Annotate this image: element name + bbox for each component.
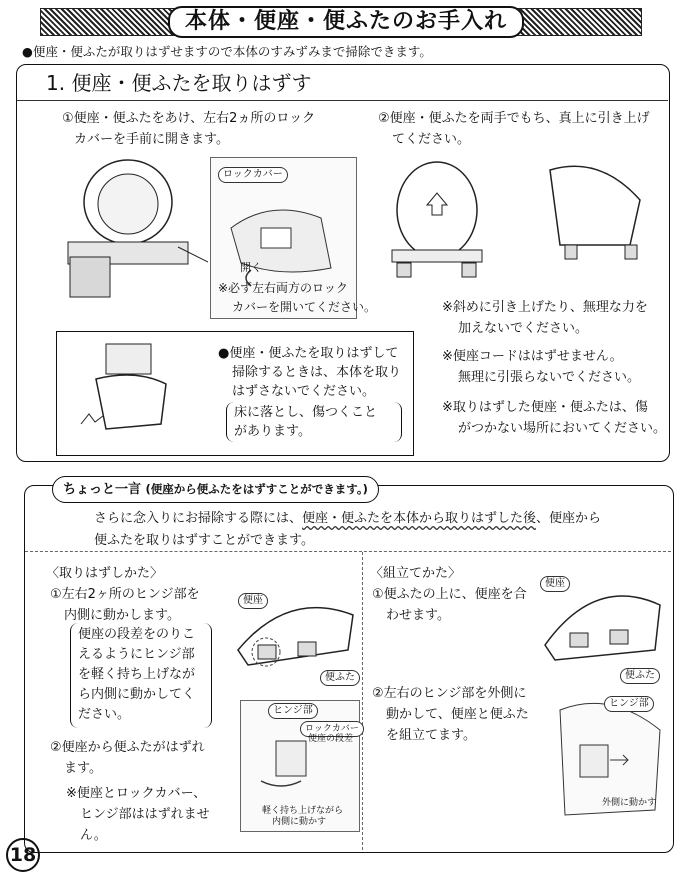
hint-desc-underlined: 便座・便ふたを本体から取りはずした後: [302, 511, 537, 526]
remove-bracket-line2: えるようにヒンジ部: [78, 647, 195, 662]
remove-step1-line1: ①左右2ヶ所のヒンジ部を: [50, 587, 200, 602]
remove-lid-label: 便ふた: [320, 670, 360, 686]
remove-note-line3: ん。: [80, 828, 107, 843]
remove-hinge-label: ヒンジ部: [268, 703, 318, 719]
step2-line1: ②便座・便ふたを両手でもち、真上に引き上げ: [378, 111, 650, 126]
remove-caption-line2: 内側に動かす: [272, 817, 327, 827]
note3-line1: ※取りはずした便座・便ふたは、傷: [442, 400, 648, 415]
remove-seat-label: 便座: [238, 593, 268, 609]
section2-divider: [25, 551, 671, 552]
note2-line1: ※便座コードははずせません。: [442, 349, 623, 364]
note3-line2: がつかない場所においてください。: [458, 421, 667, 436]
page-title: 本体・便座・便ふたのお手入れ: [168, 6, 524, 38]
section1-title: 1. 便座・便ふたを取りはずす: [46, 71, 312, 95]
cleaning-note-line3: はずさないでください。: [232, 384, 376, 399]
note1-line2: 加えないでください。: [458, 321, 589, 336]
header-hatch-left: [40, 8, 182, 36]
remove-bracket-line5: ださい。: [78, 707, 131, 722]
remove-note-line1: ※便座とロックカバー、: [66, 786, 207, 801]
note2-line2: 無理に引張らないでください。: [458, 370, 641, 385]
floor-warning-line2: があります。: [234, 424, 311, 439]
page-header: [40, 6, 642, 36]
toilet-drop-illustration: [66, 339, 196, 447]
floor-warning-line1: 床に落とし、傷つくこと: [234, 405, 378, 420]
remove-bracket-line3: を軽く持ち上げなが: [78, 667, 196, 682]
lock-note-line1: ※必ず左右両方のロック: [218, 281, 348, 295]
hint-badge: [52, 476, 379, 503]
assemble-lid-label: 便ふた: [620, 668, 660, 684]
assemble-heading: 〈組立てかた〉: [370, 566, 462, 581]
lock-note-line2: カバーを開いてください。: [232, 300, 377, 314]
assemble-step2-line2: 動かして、便座と便ふた: [386, 707, 529, 722]
cleaning-note-line2: 掃除するときは、本体を取り: [232, 365, 402, 380]
hint-desc-line1: [94, 508, 601, 529]
page-number: 18: [6, 838, 40, 872]
hint-badge-title: ちょっと一言: [63, 482, 142, 497]
assemble-hinge-label: ヒンジ部: [604, 696, 654, 712]
lift-seat-illustration: [372, 155, 502, 285]
remove-step2-line2: ます。: [64, 761, 102, 776]
remove-step2-line1: ②便座から便ふたがはずれ: [50, 740, 205, 755]
hint-badge-subtitle: (便座から便ふたをはずすことができます。): [145, 482, 368, 496]
lift-seat-side-illustration: [530, 160, 660, 285]
remove-lockcover-label: ロックカバー: [300, 721, 364, 737]
assemble-step2-line1: ②左右のヒンジ部を外側に: [372, 686, 527, 701]
assemble-step2-line3: を組立てます。: [386, 728, 476, 743]
assemble-step1-line1: ①便ふたの上に、便座を合: [372, 587, 527, 602]
section2-column-divider: [362, 552, 363, 850]
hint-desc-line2: 便ふたを取りはずすことができます。: [94, 533, 314, 548]
remove-heading: 〈取りはずしかた〉: [46, 566, 164, 581]
step1-line1: ①便座・便ふたをあけ、左右2ヵ所のロック: [62, 111, 316, 126]
remove-bracket-line1: 便座の段差をのりこ: [78, 627, 196, 642]
remove-bracket-line4: ら内側に動かしてく: [78, 687, 196, 702]
open-label: 開く: [240, 261, 262, 274]
assemble-caption: 外側に動かす: [602, 798, 657, 808]
note1-line1: ※斜めに引き上げたり、無理な力を: [442, 300, 648, 315]
remove-note-line2: ヒンジ部ははずれませ: [80, 807, 210, 822]
toilet-open-illustration: [58, 152, 208, 302]
remove-seat-step-label: 便座の段差: [308, 734, 354, 744]
section1-divider: [17, 100, 668, 101]
remove-caption-line1: 軽く持ち上げながら: [262, 806, 344, 816]
cleaning-note-line1: ●便座・便ふたを取りはずして: [218, 346, 399, 361]
lock-cover-label: ロックカバー: [218, 167, 288, 183]
remove-step1-line2: 内側に動かします。: [64, 608, 180, 623]
header-hatch-right: [510, 8, 642, 36]
assemble-step1-line2: わせます。: [386, 608, 450, 623]
hint-desc-part1: さらに念入りにお掃除する際には、: [94, 511, 303, 526]
intro-text: ●便座・便ふたが取りはずせますので本体のすみずみまで掃除できます。: [22, 44, 432, 59]
assemble-seat-label: 便座: [540, 576, 570, 592]
step2-line2: てください。: [392, 132, 471, 147]
hint-desc-part3: 、便座から: [536, 511, 602, 526]
step1-line2: カバーを手前に開きます。: [74, 132, 229, 147]
